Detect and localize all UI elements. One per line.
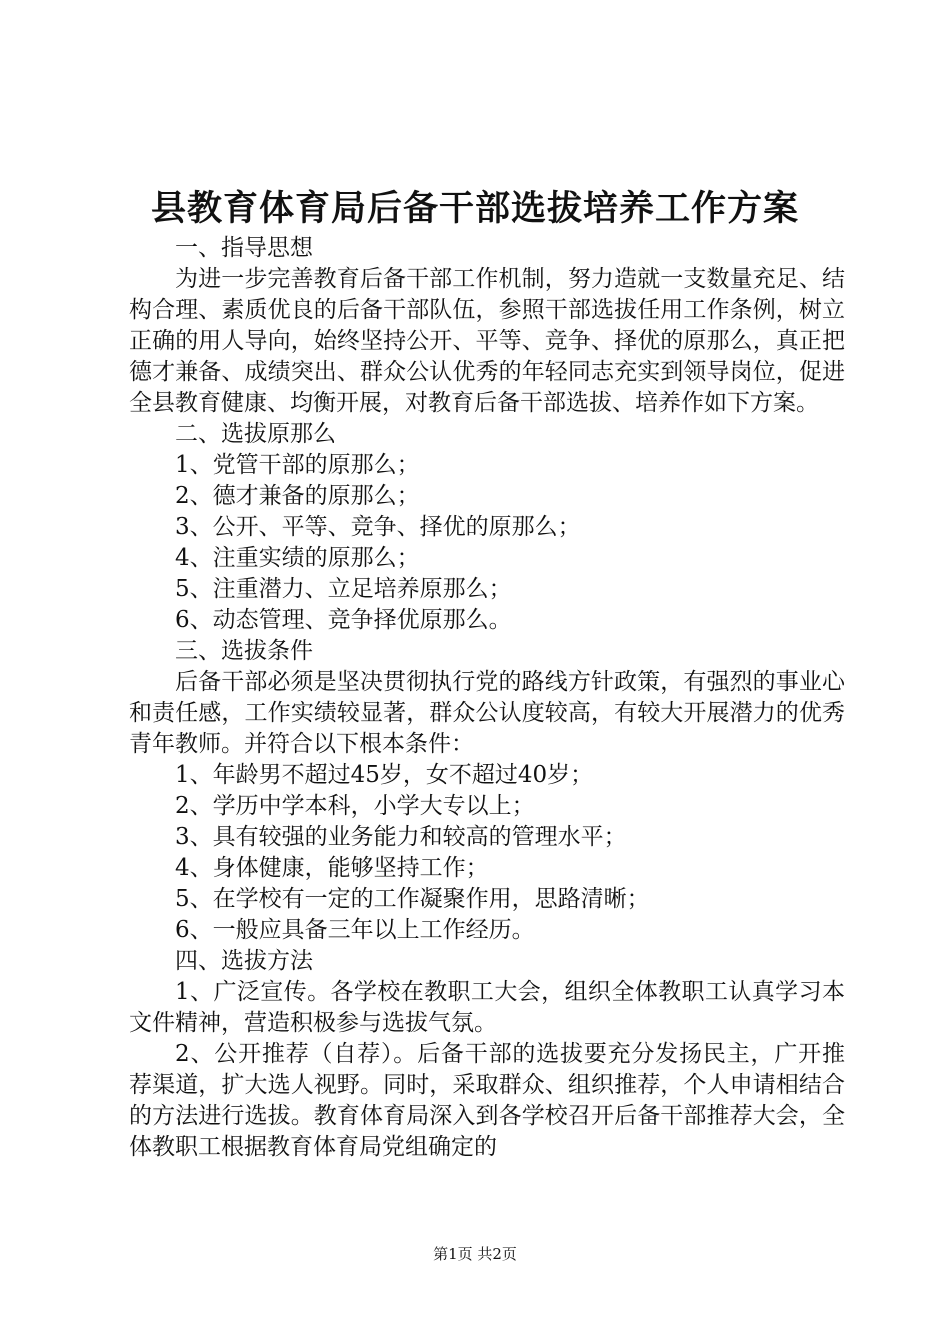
section-heading: 三、选拔条件	[175, 638, 313, 664]
body-paragraph: 2、公开推荐（自荐）。后备干部的选拔要充分发扬民主，广开推荐渠道，扩大选人视野。同时，采取群众、组织推荐，个人申请相结合的方法进行选拔。教育体育局深入到各学校召开后备干部推荐大会，全体教职工根据教育体育局党组确定的	[129, 1041, 845, 1160]
list-item: 4、身体健康，能够坚持工作；	[175, 855, 489, 881]
list-item: 1、年龄男不超过45岁，女不超过40岁；	[175, 762, 594, 788]
list-item: 3、具有较强的业务能力和较高的管理水平；	[175, 824, 627, 850]
body-paragraph: 后备干部必须是坚决贯彻执行党的路线方针政策，有强烈的事业心和责任感，工作实绩较显著，群众公认度较高，有较大开展潜力的优秀青年教师。并符合以下根本条件：	[129, 669, 845, 757]
list-item: 2、学历中学本科，小学大专以上；	[175, 793, 535, 819]
document-body	[129, 233, 845, 1163]
list-item: 6、一般应具备三年以上工作经历。	[175, 917, 535, 943]
list-item: 4、注重实绩的原那么；	[175, 545, 420, 571]
document-title: 县教育体育局后备干部选拔培养工作方案	[150, 188, 799, 229]
list-item: 2、德才兼备的原那么；	[175, 483, 420, 509]
body-paragraph: 1、广泛宣传。各学校在教职工大会，组织全体教职工认真学习本文件精神，营造积极参与选拔气氛。	[129, 979, 845, 1036]
list-item: 1、党管干部的原那么；	[175, 452, 420, 478]
section-heading: 一、指导思想	[175, 235, 313, 261]
body-paragraph: 为进一步完善教育后备干部工作机制，努力造就一支数量充足、结构合理、素质优良的后备干部队伍，参照干部选拔任用工作条例，树立正确的用人导向，始终坚持公开、平等、竞争、择优的原那么，真正把德才兼备、成绩突出、群众公认优秀的年轻同志充实到领导岗位，促进全县教育健康、均衡开展，对教育后备干部选拔、培养作如下方案。	[129, 266, 845, 416]
page-footer: 第1页 共2页	[433, 1245, 517, 1263]
section-heading: 四、选拔方法	[175, 948, 313, 974]
list-item: 3、公开、平等、竞争、择优的原那么；	[175, 514, 581, 540]
section-heading: 二、选拔原那么	[175, 421, 336, 447]
list-item: 5、注重潜力、立足培养原那么；	[175, 576, 512, 602]
list-item: 6、动态管理、竞争择优原那么。	[175, 607, 512, 633]
list-item: 5、在学校有一定的工作凝聚作用，思路清晰；	[175, 886, 650, 912]
